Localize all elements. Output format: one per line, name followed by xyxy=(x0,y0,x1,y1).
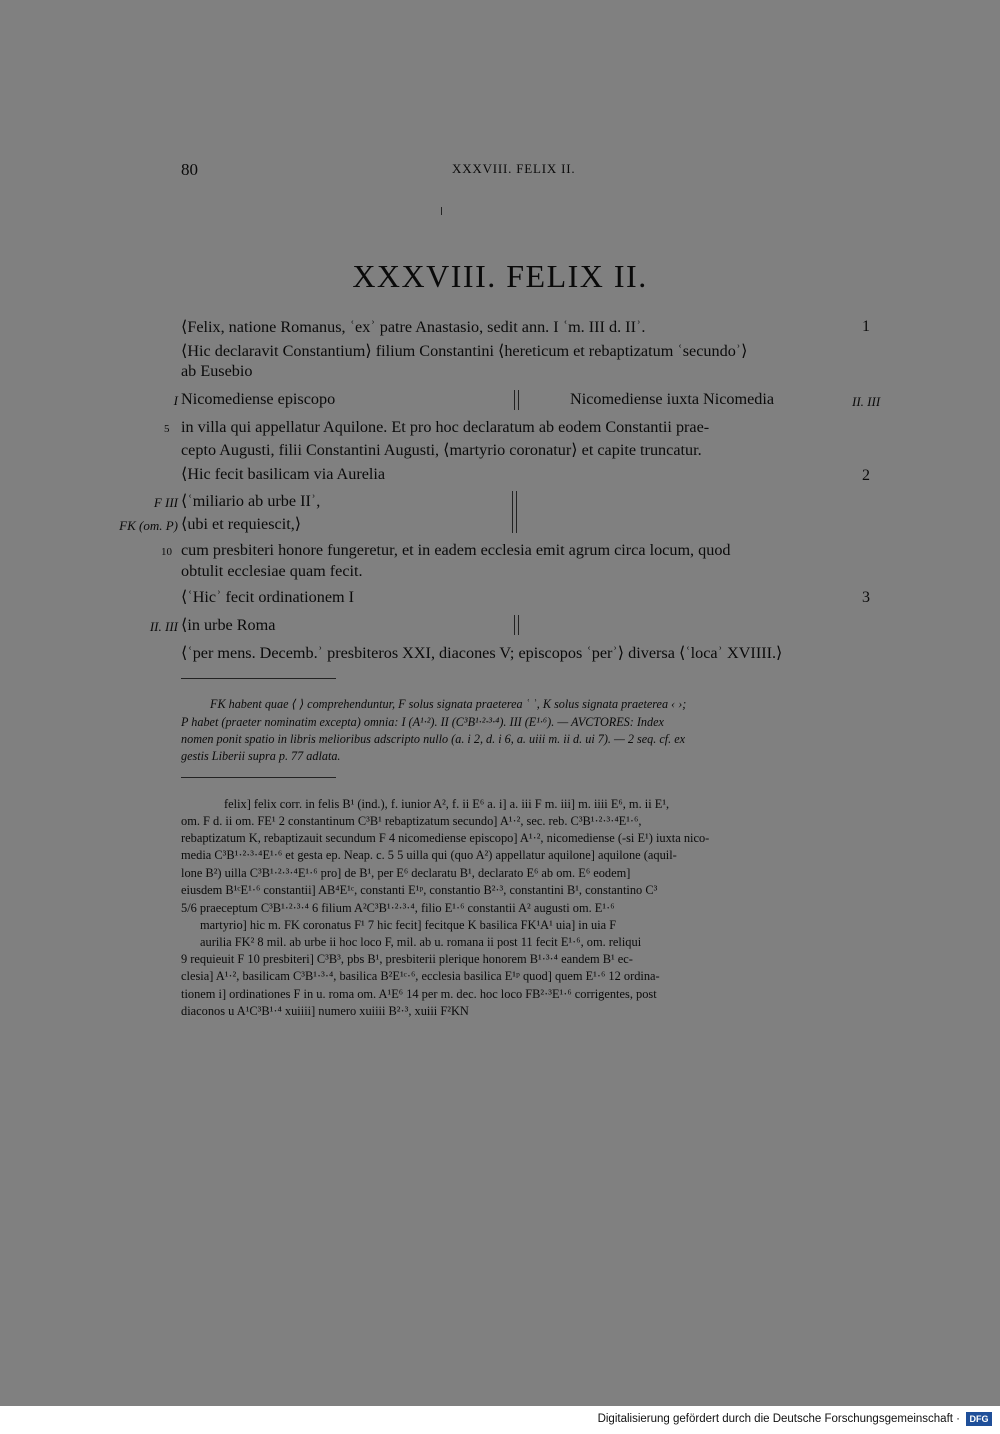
apparatus-line: om. F d. ii om. FE¹ 2 constantinum C³B¹ rebaptizatum secundo] A¹·², sec. reb. C³B¹·²·³·⁴E¹·⁶, xyxy=(181,814,642,828)
note-line: P habet (praeter nominatim excepta) omnia: I (A¹·²). II (C³B¹·²·³·⁴). III (E¹·⁶). — AVCTORES: Index xyxy=(181,715,664,729)
dfg-logo[interactable]: DFG xyxy=(966,1412,992,1426)
text-line: cum presbiteri honore fungeretur, et in eadem ecclesia emit agrum circa locum, quod xyxy=(181,541,731,559)
siglum: FK (om. P) xyxy=(119,518,178,533)
note-line: gestis Liberii supra p. 77 adlata. xyxy=(181,749,341,763)
text-line: in villa qui appellatur Aquilone. Et pro hoc declaratum ab eodem Constantii prae- xyxy=(181,418,710,436)
line-number: 5 xyxy=(164,423,170,435)
text-line: ⟨Hic fecit basilicam via Aurelia xyxy=(181,465,386,483)
column-divider xyxy=(516,491,517,533)
apparatus-line: lone B²) uilla C³B¹·²·³·⁴E¹·⁶ pro] de B¹, per E⁶ declaratu B¹, declarato E⁶ ab om. E⁶ eodem] xyxy=(181,866,631,880)
siglum: II. III xyxy=(149,619,178,634)
text-line: Nicomediense iuxta Nicomedia xyxy=(570,390,775,408)
text-line: ⟨ʿper mens. Decemb.ʾ presbiteros XXI, diacones V; episcopos ʿperʾ⟩ diversa ⟨ʿlocaʾ XVIIII.⟩ xyxy=(181,644,783,662)
apparatus-line: eiusdem B¹ᶜE¹·⁶ constantii] AB⁴E¹ᶜ, constanti E¹ᵖ, constantio B²·³, constantini B¹, constantino C³ xyxy=(181,883,658,897)
text-line: ⟨ʿmiliario ab urbe IIʾ, xyxy=(181,492,321,510)
text-line: obtulit ecclesiae quam fecit. xyxy=(181,562,363,580)
apparatus-rule xyxy=(181,777,336,778)
page-number: 80 xyxy=(181,160,198,179)
column-divider xyxy=(514,615,515,635)
siglum: I xyxy=(173,393,178,408)
running-title: XXXVIII. FELIX II. xyxy=(452,161,576,176)
note-line: FK habent quae ⟨ ⟩ comprehenduntur, F solus signata praeterea ʿ ʾ, K solus signata praeterea ‹ ›; xyxy=(210,697,687,711)
text-line: Nicomediense episcopo xyxy=(181,390,336,408)
text-line: ⟨ubi et requiescit,⟩ xyxy=(181,515,302,533)
text-line: ⟨Hic declaravit Constantium⟩ filium Constantini ⟨hereticum et rebaptizatum ʿsecundoʾ⟩ xyxy=(181,342,748,360)
notes-rule xyxy=(181,678,336,679)
apparatus-line: aurilia FK² 8 mil. ab urbe ii hoc loco F, mil. ab u. romana ii post 11 fecit E¹·⁶, om. reliqui xyxy=(200,935,642,949)
chapter-title: XXXVIII. FELIX II. xyxy=(352,258,648,294)
column-divider xyxy=(514,390,515,410)
siglum: F III xyxy=(153,495,178,510)
section-number: 2 xyxy=(862,467,870,484)
footer-credit[interactable]: Digitalisierung gefördert durch die Deutsche Forschungsgemeinschaft · xyxy=(597,1413,960,1425)
line-number: 10 xyxy=(161,546,172,558)
apparatus-line: 9 requieuit F 10 presbiteri] C³B³, pbs B¹, presbiterii plerique honorem B¹·³·⁴ eandem B¹ ec- xyxy=(181,952,633,966)
apparatus-line: media C³B¹·²·³·⁴E¹·⁶ et gesta ep. Neap. c. 5 5 uilla qui (quo A²) appellatur aquilone] aquilone (aquil- xyxy=(181,848,677,862)
apparatus-line: clesia] A¹·², basilicam C³B¹·³·⁴, basilica B²E¹ᶜ·⁶, ecclesia basilica E¹ᵖ quod] quem E¹·⁶ 12 ordina- xyxy=(181,969,660,983)
header-tick xyxy=(441,207,442,215)
column-divider xyxy=(518,615,519,635)
apparatus-line: rebaptizatum K, rebaptizauit secundum F 4 nicomediense episcopo] A¹·², nicomediense (-si E¹) iuxta nico- xyxy=(181,831,710,845)
column-divider xyxy=(512,491,513,533)
section-number: 3 xyxy=(862,589,870,606)
section-number: 1 xyxy=(862,318,870,335)
column-divider xyxy=(518,390,519,410)
apparatus-line: felix] felix corr. in felis B¹ (ind.), f. iunior A², f. ii E⁶ a. i] a. iii F m. iii] m. iiii E⁶, m. ii E¹, xyxy=(224,797,670,811)
text-line: ⟨ʿHicʾ fecit ordinationem I xyxy=(181,588,355,606)
text-line: ⟨Felix, natione Romanus, ʿexʾ patre Anastasio, sedit ann. I ʿm. III d. IIʾ. xyxy=(181,318,646,336)
siglum: II. III xyxy=(852,394,881,409)
apparatus-line: 5/6 praeceptum C³B¹·²·³·⁴ 6 filium A²C³B¹·²·³·⁴, filio E¹·⁶ constantii A² augusti om. E¹·⁶ xyxy=(181,901,615,915)
text-line: cepto Augusti, filii Constantini Augusti, ⟨martyrio coronatur⟩ et capite truncatur. xyxy=(181,441,702,459)
apparatus-line: tionem i] ordinationes F in u. roma om. A¹E⁶ 14 per m. dec. hoc loco FB²·³E¹·⁶ corrigentes, post xyxy=(181,987,657,1001)
footer-bar xyxy=(0,1406,1000,1434)
note-line: nomen ponit spatio in libris melioribus adscripto nullo (a. i 2, d. i 6, a. uiii m. ii d. ui 7). — 2 seq. cf. ex xyxy=(181,732,686,746)
text-line: ab Eusebio xyxy=(181,362,253,380)
apparatus-line: martyrio] hic m. FK coronatus F¹ 7 hic fecit] fecitque K basilica FK¹A¹ uia] in uia F xyxy=(200,918,617,932)
apparatus-line: diaconos u A¹C³B¹·⁴ xuiiii] numero xuiiii B²·³, xuiii F²KN xyxy=(181,1004,469,1018)
text-line: ⟨in urbe Roma xyxy=(181,616,276,634)
